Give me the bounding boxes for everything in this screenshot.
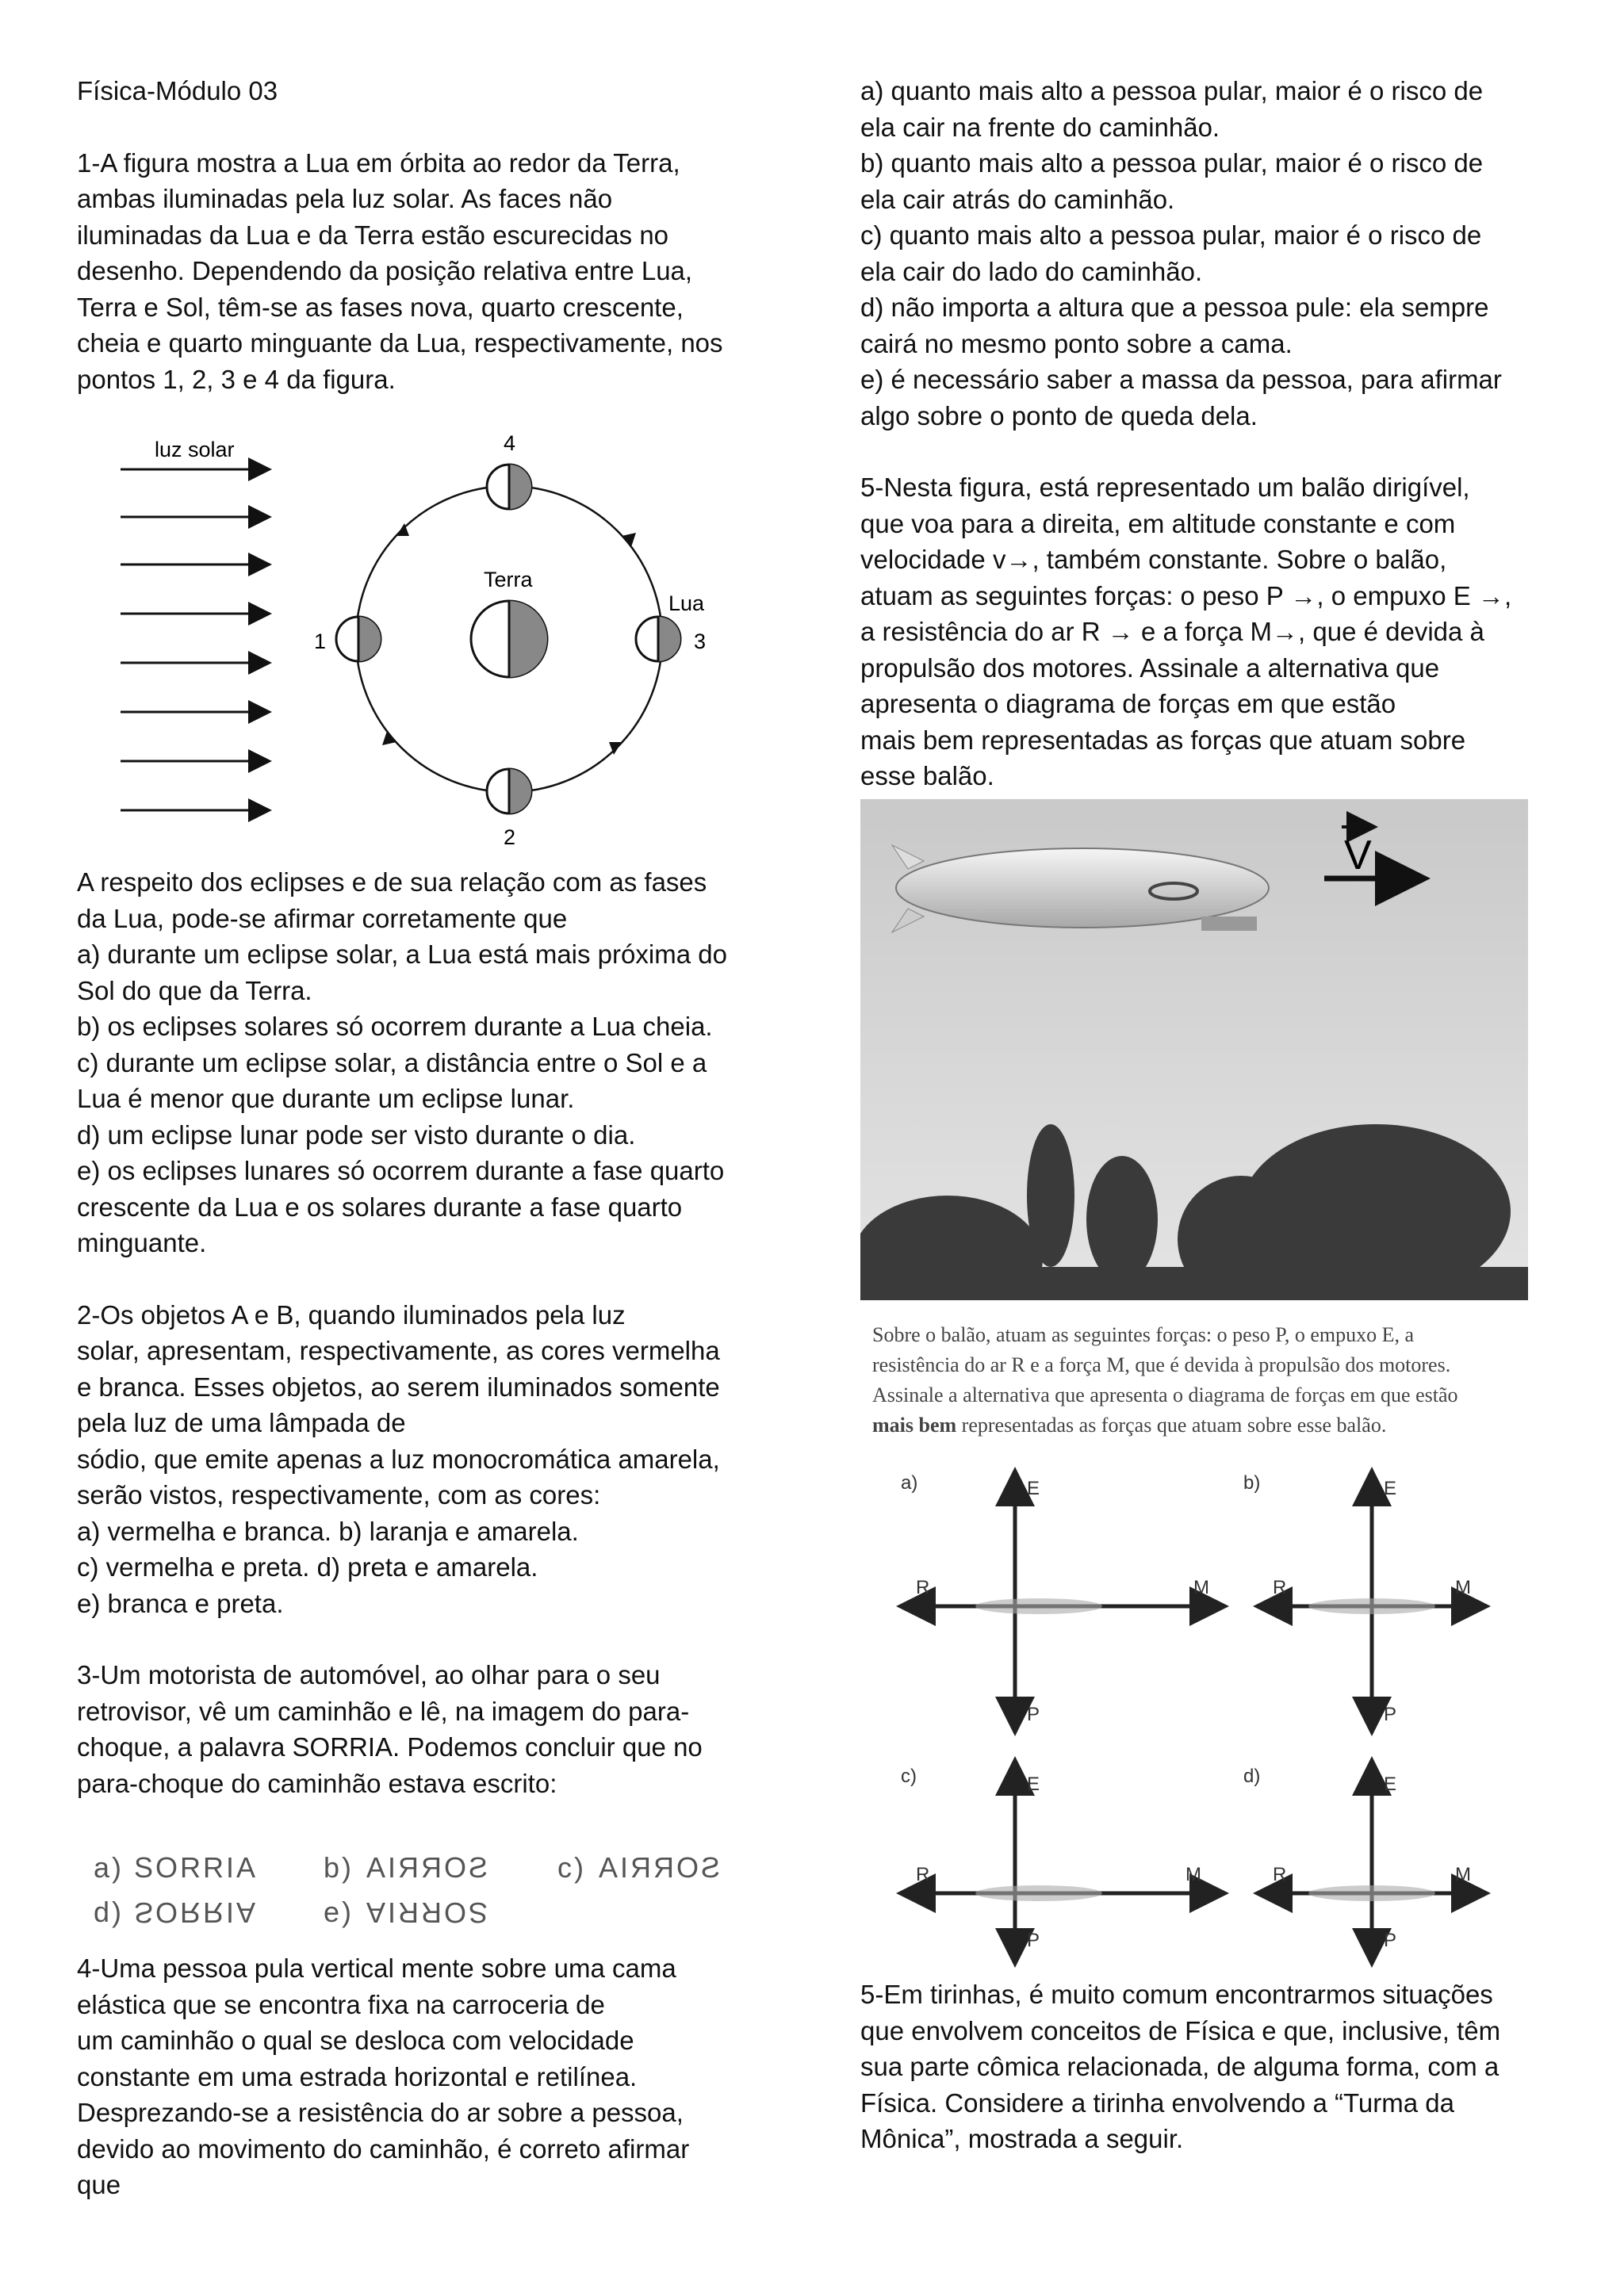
q3-text: 3-Um motorista de automóvel, ao olhar para o seu retrovisor, vê um caminhão e lê, na imagem do para- choque, a palavra SORRIA. Podemos concluir que no para-choque do caminhão estava escrito: bbox=[77, 1660, 703, 1798]
force-diagrams bbox=[880, 1459, 1546, 1974]
q1-intro: 1-A figura mostra a Lua em órbita ao redor da Terra, ambas iluminadas pela luz solar. As faces não iluminadas da Lua e da Terra estão escurecidas no desenho. Dependendo da posição relativa entre Lua, Terra e Sol, têm-se as fases nova, quarto crescente, cheia e quarto minguante da Lua, respectivamente, nos pontos 1, 2, 3 e 4 da figura. bbox=[77, 147, 723, 394]
diagram-d-R: R bbox=[1273, 1864, 1287, 1885]
diagram-b-E: E bbox=[1384, 1478, 1397, 1499]
q3-option-c-label: c) bbox=[557, 1851, 586, 1884]
q5-scanned-statement bbox=[872, 1320, 1530, 1441]
q1-option-a: a) durante um eclipse solar, a Lua está mais próxima do Sol do que da Terra. bbox=[77, 939, 727, 1005]
q6-text: 5-Em tirinhas, é muito comum encontrarmos situações que envolvem conceitos de Física e que, inclusive, têm sua parte cômica relacionada, de alguma forma, com a Física. Considere a tirinha envolvendo a “Turma da Mônica”, mostrada a seguir. bbox=[860, 1980, 1501, 2153]
diagram-c-M: M bbox=[1185, 1864, 1201, 1885]
moon-orbit-figure bbox=[111, 428, 777, 856]
q2-options-cd: c) vermelha e preta. d) preta e amarela. bbox=[77, 1552, 538, 1582]
q3-option-a-word: SORRIA bbox=[134, 1851, 259, 1884]
airship-photo bbox=[860, 799, 1528, 1300]
scan-bold: mais bem bbox=[872, 1414, 957, 1437]
q3-option-e-word: SORRIA bbox=[364, 1896, 488, 1929]
q3-option-c bbox=[557, 1851, 720, 1885]
moon-label: Lua bbox=[668, 591, 705, 615]
diagram-a bbox=[901, 1472, 1221, 1728]
left-column-lower bbox=[77, 864, 775, 1801]
point-2-label: 2 bbox=[504, 825, 516, 849]
q4-block bbox=[77, 1950, 775, 2203]
diagram-d bbox=[1243, 1764, 1483, 1960]
moon-2 bbox=[487, 769, 531, 813]
q1-option-c: c) durante um eclipse solar, a distância entre o Sol e a Lua é menor que durante um eclipse lunar. bbox=[77, 1047, 707, 1113]
scan-line-2: resistência do ar R e a força M, que é devida à propulsão dos motores. bbox=[872, 1353, 1451, 1376]
diagram-a-label: a) bbox=[901, 1472, 918, 1494]
moon-1 bbox=[336, 617, 381, 661]
diagram-c bbox=[901, 1764, 1221, 1960]
q2-options-ab: a) vermelha e branca. b) laranja e amarela. bbox=[77, 1516, 579, 1546]
point-1-label: 1 bbox=[314, 629, 327, 653]
moon-4 bbox=[487, 465, 531, 509]
diagram-d-P: P bbox=[1384, 1930, 1397, 1951]
q4-option-e: e) é necessário saber a massa da pessoa, para afirmar algo sobre o ponto de queda dela. bbox=[860, 365, 1502, 430]
q3-option-d-label: d) bbox=[94, 1896, 124, 1928]
diagram-a-R: R bbox=[916, 1577, 930, 1598]
q3-option-e-label: e) bbox=[324, 1896, 354, 1928]
diagram-b bbox=[1243, 1472, 1483, 1728]
q3-option-b-word: SORRIA bbox=[364, 1851, 488, 1884]
diagram-c-R: R bbox=[916, 1864, 930, 1885]
q4-option-b: b) quanto mais alto a pessoa pular, maior é o risco de ela cair atrás do caminhão. bbox=[860, 148, 1484, 214]
scan-line-4 bbox=[872, 1410, 1530, 1441]
sunlight-arrows bbox=[121, 469, 270, 810]
q3-option-b-label: b) bbox=[324, 1851, 354, 1884]
q3-option-d-word: SORRIA bbox=[134, 1896, 259, 1929]
q5-text: 5-Nesta figura, está representado um balão dirigível, que voa para a direita, em altitude constante e com velocidade v→, também constante. Sobre o balão, atuam as seguintes forças: o peso P →, o empuxo E →, a resistência do ar R → e a força M→, que é devida à propulsão dos motores. Assinale a alternativa que apresenta o diagrama de forças em que estão mais bem representadas as forças que atuam sobre esse balão. bbox=[860, 473, 1512, 790]
left-column bbox=[77, 73, 775, 397]
q3-option-b bbox=[324, 1851, 488, 1885]
q3-option-d bbox=[94, 1896, 258, 1929]
q4-option-d: d) não importa a altura que a pessoa pule: ela sempre cairá no mesmo ponto sobre a cama. bbox=[860, 293, 1489, 358]
diagram-a-P: P bbox=[1027, 1704, 1040, 1725]
diagram-c-P: P bbox=[1027, 1930, 1040, 1951]
q2-option-e: e) branca e preta. bbox=[77, 1588, 284, 1618]
diagram-c-E: E bbox=[1027, 1774, 1040, 1795]
point-3-label: 3 bbox=[694, 629, 707, 653]
diagram-d-E: E bbox=[1384, 1774, 1397, 1795]
q3-option-a-label: a) bbox=[94, 1851, 124, 1884]
diagram-b-label: b) bbox=[1243, 1472, 1261, 1494]
q1-option-b: b) os eclipses solares só ocorrem durante a Lua cheia. bbox=[77, 1012, 713, 1041]
moon-3 bbox=[636, 617, 680, 661]
q3-option-a bbox=[94, 1851, 258, 1885]
point-4-label: 4 bbox=[504, 431, 516, 455]
q4-option-c: c) quanto mais alto a pessoa pular, maior é o risco de ela cair do lado do caminhão. bbox=[860, 220, 1482, 286]
earth bbox=[471, 601, 547, 677]
q2-text: 2-Os objetos A e B, quando iluminados pela luz solar, apresentam, respectivamente, as cores vermelha e branca. Esses objetos, ao serem iluminados somente pela luz de uma lâmpada de sódio, que emite apenas a luz monocromática amarela, serão vistos, respectivamente, com as cores: bbox=[77, 1299, 720, 1510]
q3-options bbox=[94, 1851, 744, 1938]
diagram-a-M: M bbox=[1193, 1577, 1209, 1598]
q4-option-a: a) quanto mais alto a pessoa pular, maior é o risco de ela cair na frente do caminhão. bbox=[860, 76, 1484, 142]
diagram-b-P: P bbox=[1384, 1704, 1397, 1725]
scan-line-3: Assinale a alternativa que apresenta o diagrama de forças em que estão bbox=[872, 1383, 1458, 1406]
diagram-d-label: d) bbox=[1243, 1766, 1261, 1787]
scan-line-4-rest: representadas as forças que atuam sobre esse balão. bbox=[956, 1414, 1387, 1437]
q6-block bbox=[860, 1976, 1574, 2157]
velocity-label: V bbox=[1344, 832, 1372, 878]
diagram-c-label: c) bbox=[901, 1766, 917, 1787]
q4-text: 4-Uma pessoa pula vertical mente sobre uma cama elástica que se encontra fixa na carroceria de um caminhão o qual se desloca com velocidade constante em uma estrada horizontal e retilínea. Desprezando-se a resistência do ar sobre a pessoa, devido ao movimento do caminhão, é correto afirmar que bbox=[77, 1954, 690, 2199]
right-column bbox=[860, 73, 1574, 794]
page-title: Física-Módulo 03 bbox=[77, 76, 278, 105]
diagram-d-M: M bbox=[1455, 1864, 1471, 1885]
q1-option-d: d) um eclipse lunar pode ser visto durante o dia. bbox=[77, 1119, 636, 1150]
diagram-a-E: E bbox=[1027, 1478, 1040, 1499]
q3-option-c-word: SORRIA bbox=[596, 1851, 721, 1884]
q1-stem: A respeito dos eclipses e de sua relação com as fases da Lua, pode-se afirmar corretamente que bbox=[77, 867, 707, 933]
diagram-b-R: R bbox=[1273, 1577, 1287, 1598]
q1-option-e: e) os eclipses lunares só ocorrem durante a fase quarto crescente da Lua e os solares durante a fase quarto minguante. bbox=[77, 1156, 725, 1257]
diagram-b-M: M bbox=[1455, 1577, 1471, 1598]
earth-label: Terra bbox=[484, 568, 533, 591]
scan-line-1: Sobre o balão, atuam as seguintes forças: o peso P, o empuxo E, a bbox=[872, 1323, 1415, 1346]
q3-option-e bbox=[324, 1896, 488, 1929]
sunlight-label: luz solar bbox=[155, 438, 235, 461]
